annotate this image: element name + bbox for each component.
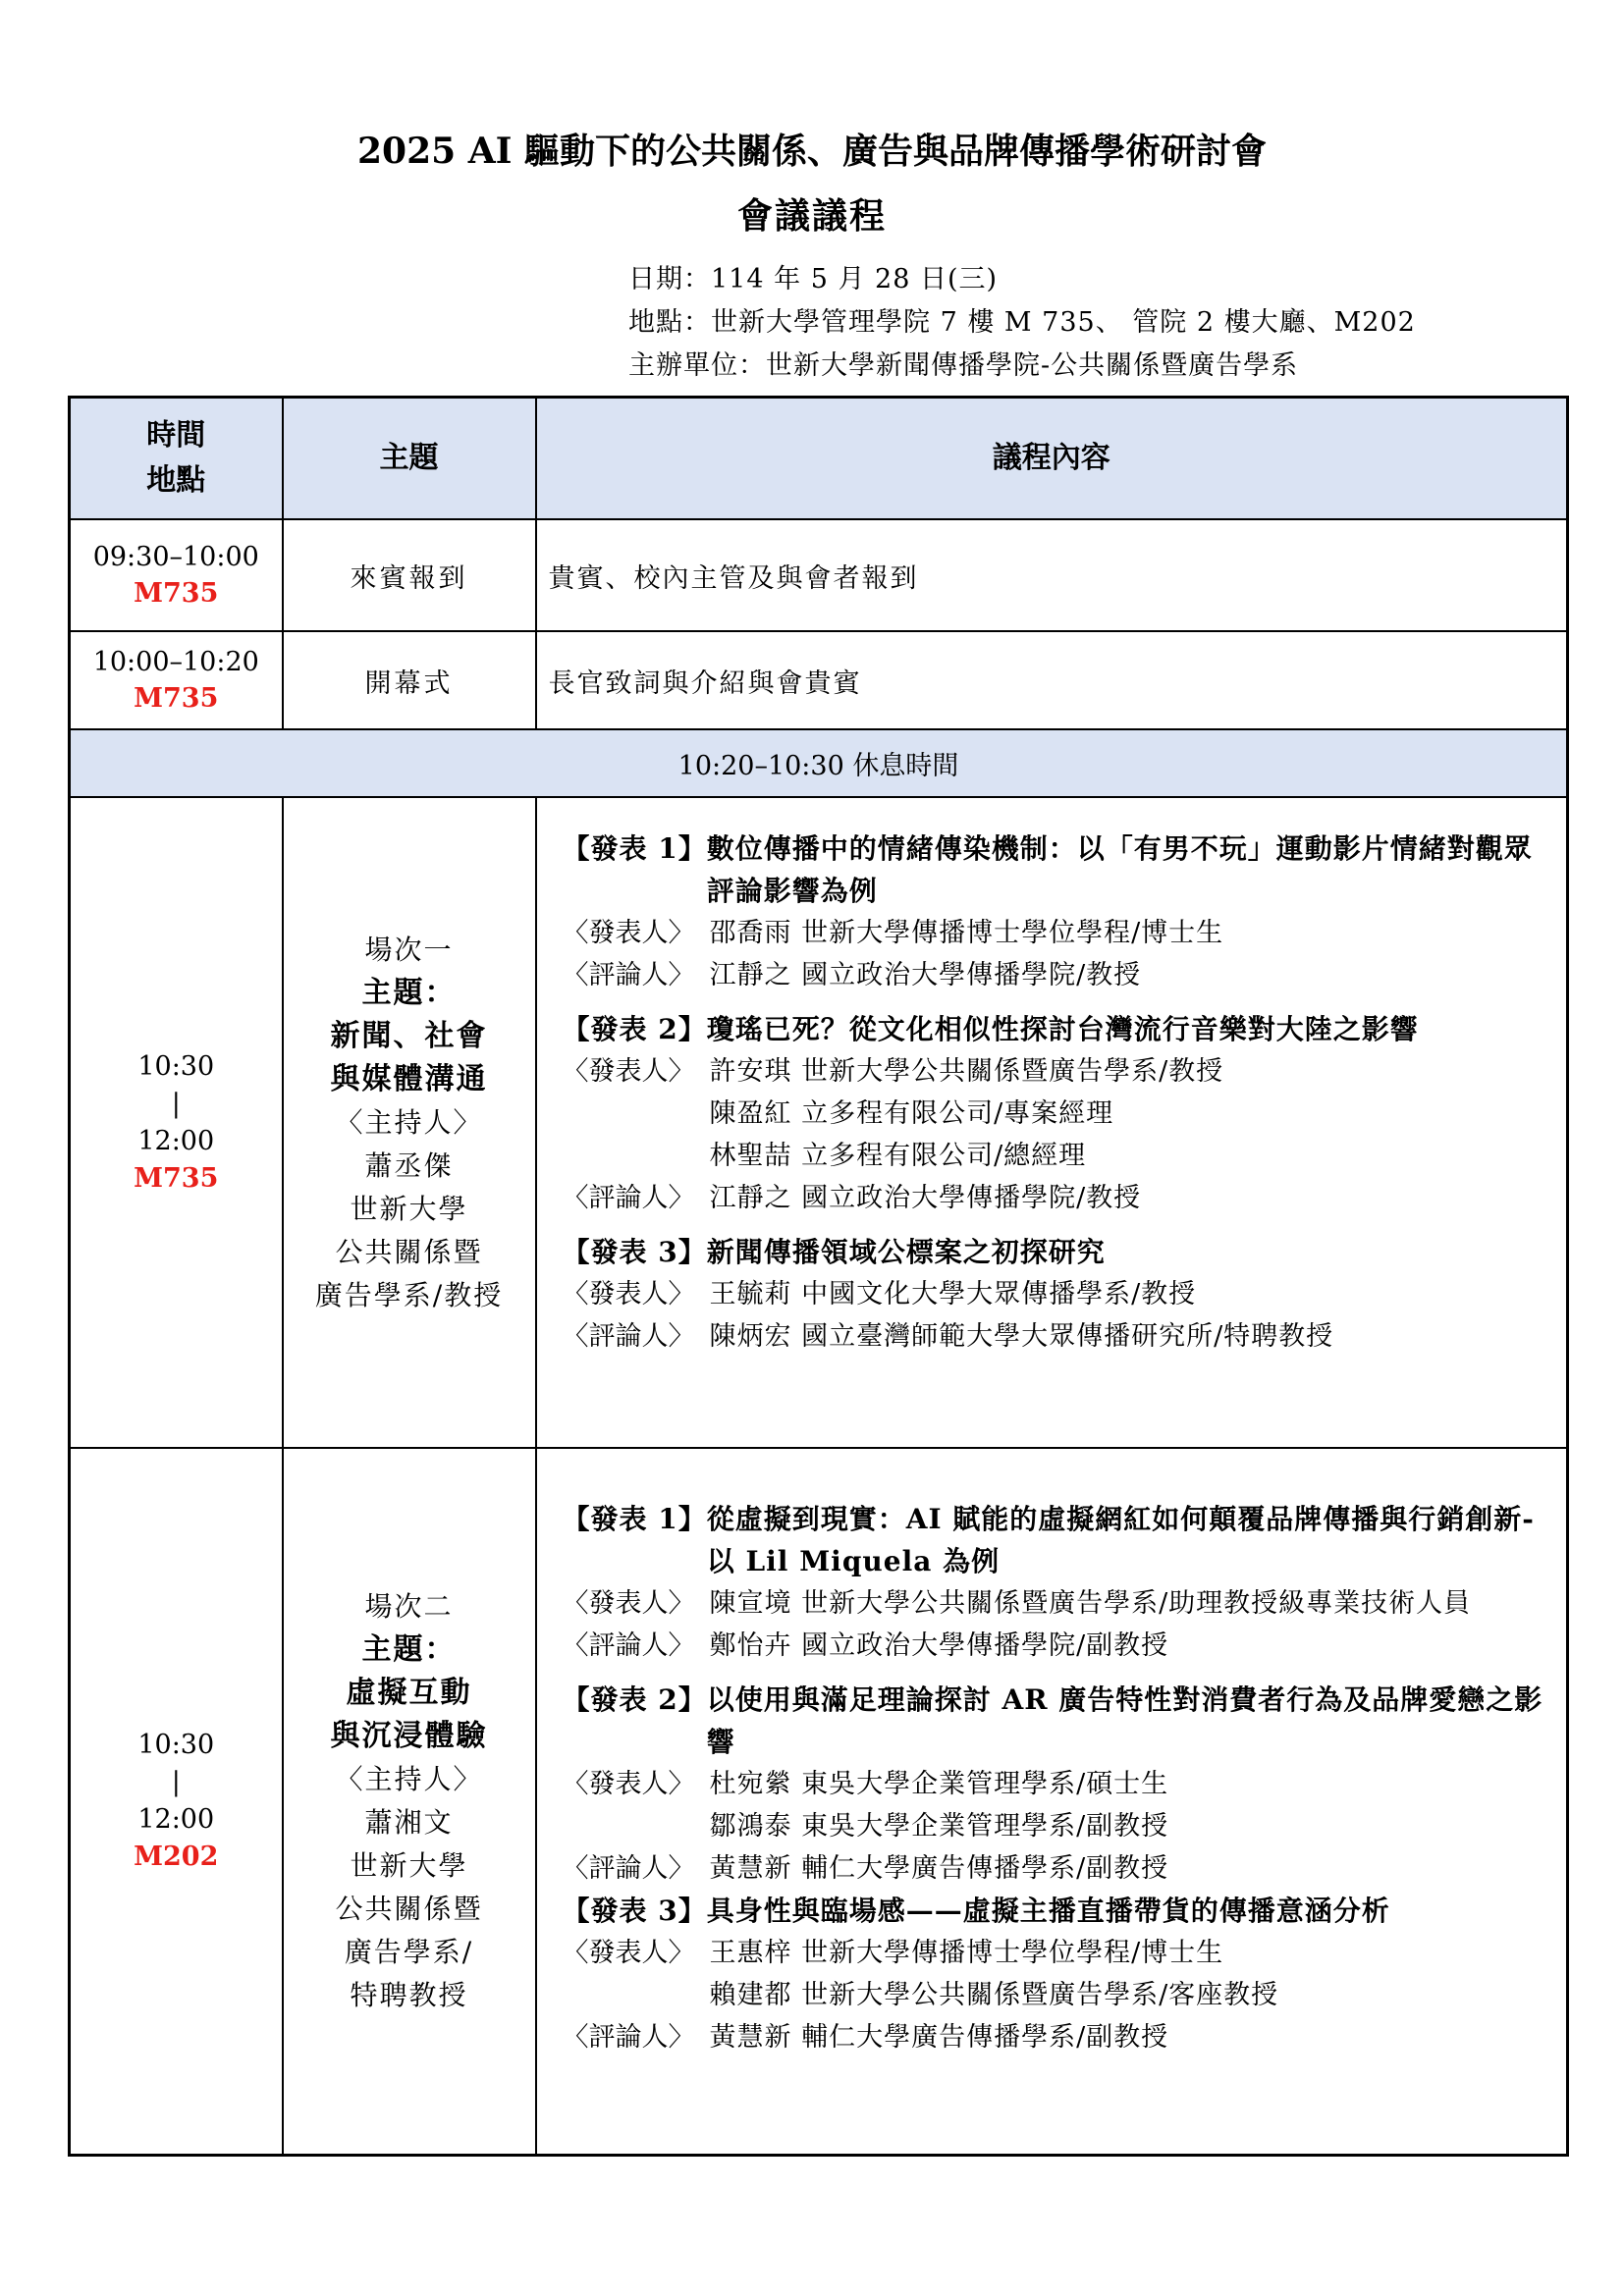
role-label: 〈發表人〉: [562, 1279, 695, 1309]
session-theme-line: 新聞、社會: [330, 1018, 488, 1053]
session-row: [70, 1448, 1568, 2155]
discussant-line: [563, 1625, 1557, 1667]
session-theme-line: 與媒體溝通: [330, 1061, 488, 1096]
role-label: 〈發表人〉: [562, 1056, 695, 1087]
break-label: 10:20–10:30 休息時間: [70, 729, 1568, 797]
time-cell: [70, 631, 283, 729]
role-label: [563, 1805, 710, 1847]
presentation-title-text: 新聞傳播領域公標案之初探研究: [706, 1236, 1106, 1268]
session-theme-label: 主題：: [361, 1631, 457, 1667]
header-topic: 主題: [283, 398, 536, 520]
host-affiliation: 世新大學: [350, 1848, 468, 1882]
session-time-cell: [70, 797, 283, 1448]
host-label: 〈主持人〉: [335, 1762, 483, 1795]
session-separator: |: [171, 1766, 181, 1797]
host-affiliation: 世新大學: [350, 1192, 468, 1225]
header-time: 時間: [146, 418, 206, 453]
discussant-line: [563, 1847, 1557, 1890]
header-content: 議程內容: [536, 398, 1568, 520]
presentations-cell: [536, 797, 1568, 1448]
presentation-tag: 【發表 3】: [562, 1895, 707, 1927]
break-row: [70, 729, 1568, 797]
presentation-title: [563, 1679, 1557, 1763]
presentation-title: [563, 828, 1557, 912]
presenter-line: [563, 1135, 1557, 1177]
presentation-title-text: 瓊瑤已死？從文化相似性探討台灣流行音樂對大陸之影響: [706, 1013, 1419, 1045]
presenter-line: [563, 1093, 1557, 1135]
person-text: 江靜之 國立政治大學傳播學院/教授: [709, 960, 1142, 990]
room-label: M735: [134, 1162, 219, 1194]
presentation-tag: 【發表 1】: [562, 832, 707, 865]
presentation-title-text: 以使用與滿足理論探討 AR 廣告特性對消費者行為及品牌愛戀之影響: [706, 1683, 1543, 1758]
time-cell: [70, 519, 283, 631]
role-label: 〈評論人〉: [562, 1183, 695, 1213]
role-label: 〈評論人〉: [562, 2022, 695, 2053]
header-time-place: [70, 398, 283, 520]
session-theme-label: 主題：: [361, 975, 457, 1010]
person-text: 陳宣境 世新大學公共關係暨廣告學系/助理教授級專業技術人員: [709, 1588, 1472, 1619]
person-text: 黃慧新 輔仁大學廣告傳播學系/副教授: [709, 2022, 1169, 2053]
host-name: 蕭湘文: [364, 1805, 454, 1839]
presentations-cell: [536, 1448, 1568, 2155]
role-label: 〈評論人〉: [562, 1853, 695, 1884]
person-text: 賴建都 世新大學公共關係暨廣告學系/客座教授: [709, 1980, 1279, 2010]
session-separator: |: [171, 1088, 181, 1119]
event-organizer: 主辦單位：世新大學新聞傳播學院-公共關係暨廣告學系: [628, 350, 1299, 381]
content-cell: 貴賓、校內主管及與會者報到: [536, 519, 1568, 631]
role-label: 〈評論人〉: [562, 960, 695, 990]
time-range: 09:30–10:00: [92, 542, 259, 572]
host-affiliation: 特聘教授: [350, 1978, 468, 2011]
session-theme-line: 與沉浸體驗: [330, 1718, 488, 1753]
table-row: [70, 631, 1568, 729]
presenter-line: [563, 1932, 1557, 1974]
host-affiliation: 公共關係暨: [335, 1235, 483, 1268]
presentation-title: [563, 1890, 1557, 1932]
session-row: [70, 797, 1568, 1448]
event-location: 地點：世新大學管理學院 7 樓 M 735、 管院 2 樓大廳、M202: [628, 307, 1416, 338]
discussant-line: [563, 954, 1557, 996]
presenter-line: [563, 912, 1557, 954]
presenter-line: [563, 1805, 1557, 1847]
role-label: 〈發表人〉: [562, 1769, 695, 1799]
topic-cell: 來賓報到: [283, 519, 536, 631]
presentation-tag: 【發表 1】: [562, 1503, 707, 1535]
presenter-line: [563, 1273, 1557, 1315]
session-theme-line: 虛擬互動: [346, 1675, 472, 1710]
session-end: 12:00: [137, 1803, 215, 1835]
document-subtitle: 會議議程: [736, 195, 887, 237]
presenter-line: [563, 1974, 1557, 2016]
host-affiliation: 廣告學系/: [344, 1935, 474, 1968]
person-text: 江靜之 國立政治大學傳播學院/教授: [709, 1183, 1142, 1213]
presenter-line: [563, 1582, 1557, 1625]
discussant-line: [563, 2016, 1557, 2058]
table-row: [70, 519, 1568, 631]
presenter-line: [563, 1763, 1557, 1805]
person-text: 陳盈紅 立多程有限公司/專案經理: [709, 1098, 1114, 1129]
host-affiliation: 廣告學系/教授: [314, 1278, 504, 1311]
role-label: [563, 1093, 710, 1135]
person-text: 鄒鴻泰 東吳大學企業管理學系/副教授: [709, 1811, 1169, 1842]
presentation-title: [563, 1231, 1557, 1273]
room-label: M735: [134, 683, 219, 714]
topic-cell: 開幕式: [283, 631, 536, 729]
session-end: 12:00: [137, 1125, 215, 1156]
session-time-cell: [70, 1448, 283, 2155]
agenda-table: [68, 396, 1569, 2157]
session-start: 10:30: [137, 1050, 215, 1082]
presentation-title-text: 具身性與臨場感——虛擬主播直播帶貨的傳播意涵分析: [706, 1895, 1390, 1927]
presentation-title-text: 從虛擬到現實：AI 賦能的虛擬網紅如何顛覆品牌傳播與行銷創新- 以 Lil Miquela 為例: [706, 1503, 1535, 1577]
person-text: 王惠梓 世新大學傳播博士學位學程/博士生: [709, 1938, 1224, 1968]
session-start: 10:30: [137, 1729, 215, 1760]
presentation-title: [563, 1008, 1557, 1050]
role-label: [563, 1974, 710, 2016]
content-cell: 長官致詞與介紹與會貴賓: [536, 631, 1568, 729]
presentation-tag: 【發表 2】: [562, 1683, 707, 1716]
role-label: 〈評論人〉: [562, 1321, 695, 1352]
person-text: 邵喬雨 世新大學傳播博士學位學程/博士生: [709, 918, 1224, 948]
role-label: 〈發表人〉: [562, 1938, 695, 1968]
role-label: [563, 1135, 710, 1177]
session-info-cell: [283, 1448, 536, 2155]
discussant-line: [563, 1315, 1557, 1358]
presentation-tag: 【發表 2】: [562, 1013, 707, 1045]
time-range: 10:00–10:20: [92, 647, 259, 677]
presenter-line: [563, 1050, 1557, 1093]
person-text: 王毓莉 中國文化大學大眾傳播學系/教授: [709, 1279, 1197, 1309]
presentation-title: [563, 1498, 1557, 1582]
role-label: 〈發表人〉: [562, 918, 695, 948]
presentation-tag: 【發表 3】: [562, 1236, 707, 1268]
header-place: 地點: [146, 463, 206, 498]
role-label: 〈發表人〉: [562, 1588, 695, 1619]
person-text: 陳炳宏 國立臺灣師範大學大眾傳播研究所/特聘教授: [709, 1321, 1334, 1352]
session-info-cell: [283, 797, 536, 1448]
host-affiliation: 公共關係暨: [335, 1892, 483, 1925]
person-text: 許安琪 世新大學公共關係暨廣告學系/教授: [709, 1056, 1224, 1087]
room-label: M202: [134, 1841, 219, 1872]
discussant-line: [563, 1177, 1557, 1219]
role-label: 〈評論人〉: [562, 1630, 695, 1661]
host-name: 蕭丞傑: [364, 1148, 454, 1182]
person-text: 鄭怡卉 國立政治大學傳播學院/副教授: [709, 1630, 1169, 1661]
session-name: 場次一: [364, 933, 454, 966]
room-label: M735: [134, 578, 219, 609]
person-text: 林聖喆 立多程有限公司/總經理: [709, 1141, 1087, 1171]
presentation-title-text: 數位傳播中的情緒傳染機制：以「有男不玩」運動影片情緒對觀眾評論影響為例: [706, 832, 1533, 907]
session-name: 場次二: [364, 1589, 454, 1623]
document-title: 2025 AI 驅動下的公共關係、廣告與品牌傳播學術研討會: [356, 131, 1268, 172]
person-text: 黃慧新 輔仁大學廣告傳播學系/副教授: [709, 1853, 1169, 1884]
person-text: 杜宛縈 東吳大學企業管理學系/碩士生: [709, 1769, 1169, 1799]
host-label: 〈主持人〉: [335, 1105, 483, 1139]
event-date: 日期：114 年 5 月 28 日(三): [628, 264, 999, 294]
header-row: [70, 398, 1568, 520]
